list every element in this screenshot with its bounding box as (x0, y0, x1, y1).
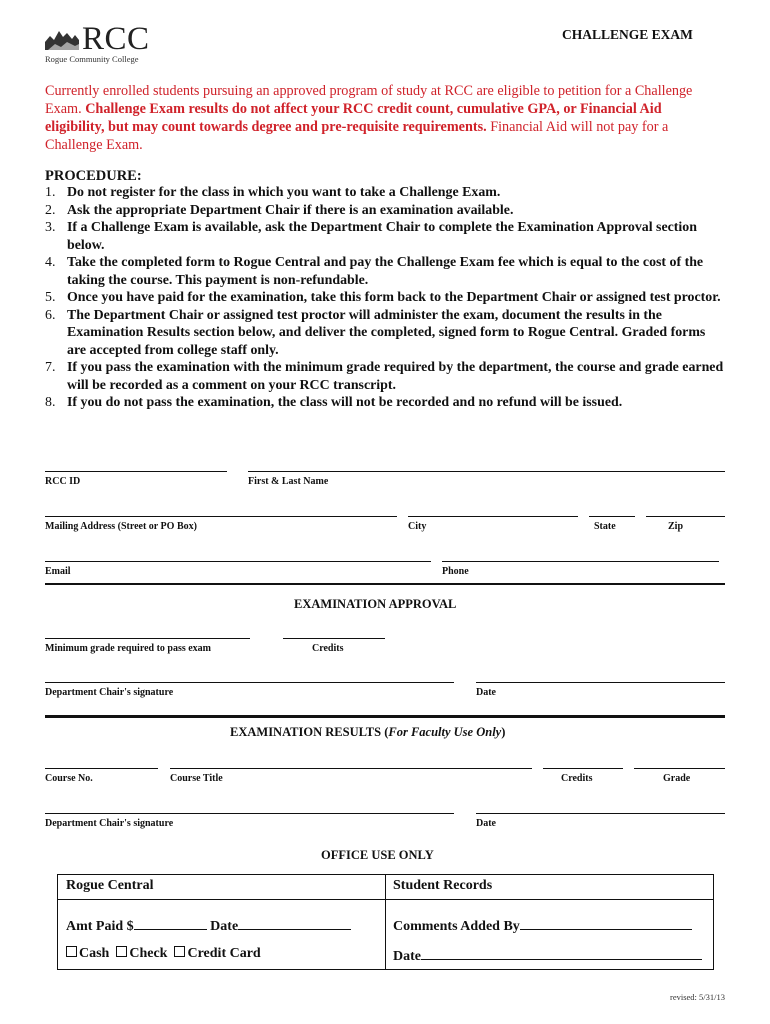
intro-part2: Challenge Exam results do not affect your RCC credit count, cumulative GPA, or Financial Aid eligibility, but may count towards degree and pre-requisite requirements. (45, 101, 662, 135)
course-no-field[interactable] (45, 768, 158, 769)
eligibility-notice (45, 82, 717, 154)
phone-label: Phone (442, 566, 469, 577)
approval-date-label: Date (476, 687, 496, 698)
comments-label: Comments Added By (393, 919, 520, 934)
min-grade-field[interactable] (45, 638, 250, 639)
logo-text: RCC (82, 21, 150, 57)
approval-signature-field[interactable] (45, 682, 454, 683)
procedure-step: 6. The Department Chair or assigned test proctor will administer the exam, document the results in the Examination Results section below, and deliver the completed, signed form to Rogue Central. Graded forms are accepted from college staff only. (45, 307, 706, 358)
results-heading: EXAMINATION RESULTS (For Faculty Use Only) (230, 725, 506, 739)
check-label: Check (129, 946, 168, 961)
city-label: City (408, 521, 427, 532)
procedure-step: 3. If a Challenge Exam is available, ask the Department Chair to complete the Examination Approval section below. (45, 220, 697, 253)
check-checkbox[interactable] (116, 946, 127, 957)
records-date-field[interactable] (421, 946, 702, 960)
min-grade-label: Minimum grade required to pass exam (45, 643, 212, 654)
approval-credits-field[interactable] (283, 638, 385, 639)
course-title-label: Course Title (170, 773, 223, 784)
results-signature-field[interactable] (45, 813, 454, 814)
course-no-label: Course No. (45, 773, 93, 784)
address-field[interactable] (45, 516, 397, 517)
approval-credits-label: Credits (312, 643, 344, 654)
zip-label: Zip (668, 521, 684, 532)
approval-heading: EXAMINATION APPROVAL (294, 597, 457, 611)
page-title: CHALLENGE EXAM (562, 27, 693, 42)
procedure-step: 5. Once you have paid for the examination, take this form back to the Department Chair or assigned test proctor. (45, 290, 721, 305)
rcc-id-field[interactable] (45, 471, 227, 472)
results-date-field[interactable] (476, 813, 725, 814)
procedure-list (45, 184, 725, 412)
table-divider (58, 899, 713, 900)
rogue-central-title: Rogue Central (66, 878, 154, 893)
results-credits-label: Credits (561, 773, 593, 784)
comments-field[interactable] (520, 916, 692, 930)
table-divider (385, 875, 386, 969)
address-label: Mailing Address (Street or PO Box) (45, 521, 197, 532)
procedure-step: 1. Do not register for the class in which you want to take a Challenge Exam. (45, 185, 501, 200)
results-credits-field[interactable] (543, 768, 623, 769)
approval-date-field[interactable] (476, 682, 725, 683)
email-label: Email (45, 566, 71, 577)
procedure-step: 2. Ask the appropriate Department Chair if there is an examination available. (45, 202, 514, 218)
records-date-row (393, 946, 702, 965)
intro-part3: Financial Aid will not pay for a Challenge Exam. (45, 119, 669, 153)
state-label: State (594, 521, 616, 532)
amt-paid-label: Amt Paid $ (66, 919, 134, 934)
results-signature-label: Department Chair's signature (45, 818, 174, 829)
phone-field[interactable] (442, 561, 719, 562)
payment-method-row (66, 946, 261, 962)
grade-field[interactable] (634, 768, 725, 769)
office-date-label: Date (210, 919, 239, 934)
logo-subtitle: Rogue Community College (45, 54, 139, 64)
city-field[interactable] (408, 516, 578, 517)
rcc-logo-icon (45, 28, 79, 50)
credit-card-checkbox[interactable] (174, 946, 185, 957)
email-field[interactable] (45, 561, 431, 562)
revision-date: revised: 5/31/13 (669, 992, 725, 1002)
rcc-id-label: RCC ID (45, 476, 81, 487)
credit-card-label: Credit Card (187, 946, 261, 961)
cash-label: Cash (79, 946, 110, 961)
procedure-step: 4. Take the completed form to Rogue Central and pay the Challenge Exam fee which is equal to the cost of the taking the course. This payment is non-refundable. (45, 255, 704, 288)
procedure-step: 8. If you do not pass the examination, the class will not be recorded and no refund will be issued. (45, 395, 623, 410)
section-divider (45, 583, 725, 585)
comments-row (393, 916, 692, 935)
amt-paid-row (66, 916, 351, 935)
name-label: First & Last Name (248, 476, 329, 487)
section-divider (45, 715, 725, 718)
grade-label: Grade (663, 773, 691, 784)
procedure-step: 7. If you pass the examination with the minimum grade required by the department, the course and grade earned will be recorded as a comment on your RCC transcript. (45, 360, 724, 393)
office-date-field[interactable] (238, 916, 351, 930)
office-use-heading: OFFICE USE ONLY (321, 848, 434, 862)
course-title-field[interactable] (170, 768, 532, 769)
intro-part1: Currently enrolled students pursuing an approved program of study at RCC are eligible to petition for a Challenge Exam. (45, 83, 693, 117)
results-date-label: Date (476, 818, 496, 829)
name-field[interactable] (248, 471, 725, 472)
zip-field[interactable] (646, 516, 725, 517)
amt-paid-field[interactable] (134, 916, 207, 930)
cash-checkbox[interactable] (66, 946, 77, 957)
approval-signature-label: Department Chair's signature (45, 687, 174, 698)
records-date-label: Date (393, 949, 421, 964)
procedure-heading: PROCEDURE: (45, 168, 142, 184)
state-field[interactable] (589, 516, 635, 517)
student-records-title: Student Records (393, 878, 493, 893)
